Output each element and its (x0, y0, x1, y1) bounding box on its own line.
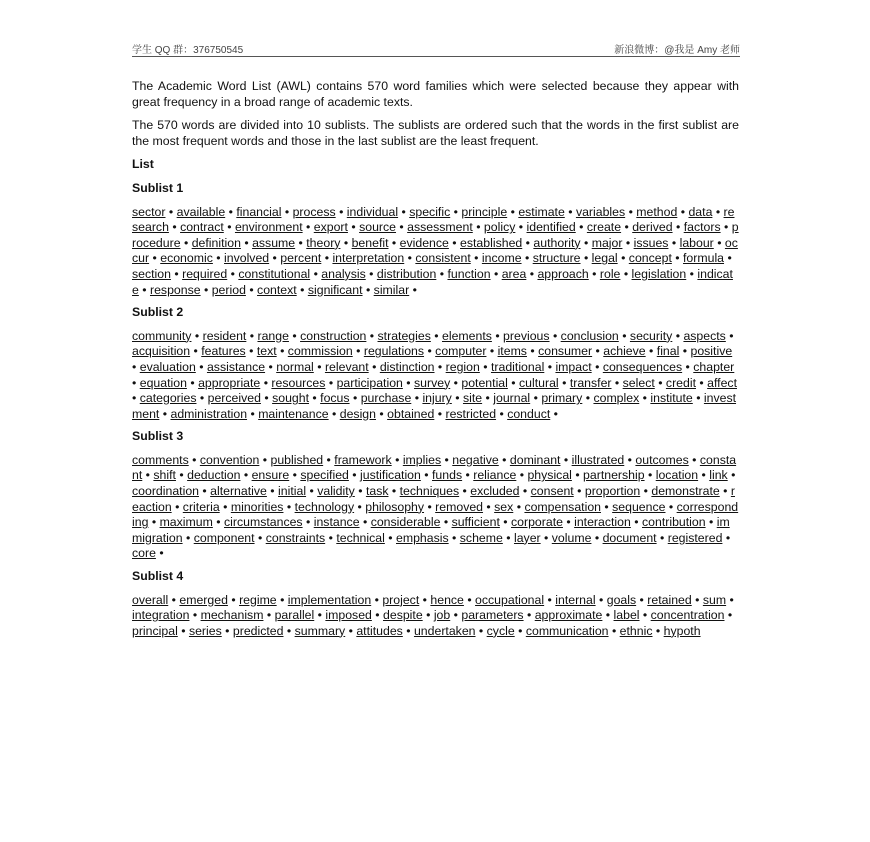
sublist-words: comments • convention • published • framework • implies • negative • dominant • illustrated • outcomes • constant • shift • deduction • ensure • specified • justification • funds • reliance • physical • partnership • location • link • coordination • alternative • initial • validity • task • techniques • excluded • consent • proportion • demonstrate • reaction • criteria • minorities • technology • philosophy • removed • sex • compensation • sequence • corresponding • maximum • circumstances • instance • considerable • sufficient • corporate • interaction • contribution • immigration • component • constraints • technical • emphasis • scheme • layer • volume • document • registered • core • (132, 452, 739, 561)
sublist-words: overall • emerged • regime • implementation • project • hence • occupational • internal • goals • retained • sum • integration • mechanism • parallel • imposed • despite • job • parameters • approximate • label • concentration • principal • series • predicted • summary • attitudes • undertaken • cycle • communication • ethnic • hypoth (132, 592, 734, 638)
word-link[interactable]: investment (132, 391, 737, 421)
word-link[interactable]: features (201, 344, 246, 359)
word-link[interactable]: process (292, 204, 336, 219)
word-link[interactable]: evidence (399, 235, 449, 250)
word-link[interactable]: interaction (574, 515, 631, 530)
word-link[interactable]: legal (591, 251, 618, 266)
word-link[interactable]: despite (383, 608, 423, 623)
word-link[interactable]: conclusion (560, 328, 619, 343)
word-link[interactable]: appropriate (198, 375, 261, 390)
word-link[interactable]: consequences (602, 359, 683, 374)
word-link[interactable]: shift (153, 468, 176, 483)
word-link[interactable]: series (188, 623, 222, 638)
word-link[interactable]: formula (683, 251, 725, 266)
word-link[interactable]: environment (234, 220, 303, 235)
word-link[interactable]: mechanism (200, 608, 264, 623)
word-link[interactable]: interpretation (332, 251, 405, 266)
word-link[interactable]: minorities (230, 499, 284, 514)
word-link[interactable]: focus (320, 391, 350, 406)
word-link[interactable]: conduct (507, 406, 551, 421)
word-link[interactable]: categories (139, 391, 197, 406)
word-link[interactable]: reliance (473, 468, 517, 483)
word-link[interactable]: validity (317, 484, 355, 499)
document-body (132, 79, 739, 646)
word-link[interactable]: regime (239, 592, 277, 607)
word-link[interactable]: emerged (179, 592, 228, 607)
word-link[interactable]: constitutional (238, 266, 311, 281)
sublist-words: sector • available • financial • process • individual • specific • principle • estimate • variables • method • data • research • contract • environment • export • source • assessment • policy • identified • create • derived • factors • procedure • definition • assume • theory • benefit • evidence • established • authority • major • issues • labour • occur • economic • involved • percent • interpretation • consistent • income • structure • legal • concept • formula • section • required • constitutional • analysis • distribution • function • area • approach • role • legislation • indicate • response • period • context • significant • similar • (132, 204, 739, 297)
word-link[interactable]: role (599, 266, 621, 281)
word-link[interactable]: corporate (511, 515, 563, 530)
word-link[interactable]: chapter (693, 359, 735, 374)
word-link[interactable]: major (591, 235, 623, 250)
word-link[interactable]: constraints (265, 530, 326, 545)
word-link[interactable]: cultural (519, 375, 559, 390)
word-link[interactable]: link (709, 468, 728, 483)
word-link[interactable]: considerable (370, 515, 441, 530)
word-link[interactable]: administration (170, 406, 248, 421)
word-link[interactable]: retained (647, 592, 692, 607)
word-link[interactable]: cycle (486, 623, 515, 638)
word-link[interactable]: justification (360, 468, 421, 483)
word-link[interactable]: equation (139, 375, 187, 390)
word-link[interactable]: consent (530, 484, 574, 499)
word-link[interactable]: impact (555, 359, 592, 374)
word-link[interactable]: immigration (132, 515, 730, 545)
word-link[interactable]: transfer (569, 375, 612, 390)
word-link[interactable]: funds (432, 468, 463, 483)
word-link[interactable]: initial (278, 484, 307, 499)
word-link[interactable]: text (256, 344, 277, 359)
word-link[interactable]: job (433, 608, 451, 623)
header-right-text: 新浪微博：@我是 Amy 老师 (614, 45, 740, 56)
word-link[interactable]: construction (300, 328, 367, 343)
word-link[interactable]: labour (679, 235, 714, 250)
word-link[interactable]: area (501, 266, 527, 281)
word-link[interactable]: principle (461, 204, 508, 219)
word-link[interactable]: journal (493, 391, 531, 406)
word-link[interactable]: indicate (132, 266, 733, 297)
word-link[interactable]: overall (132, 592, 169, 607)
word-link[interactable]: contribution (642, 515, 706, 530)
word-link[interactable]: component (193, 530, 255, 545)
word-link[interactable]: technical (336, 530, 385, 545)
word-link[interactable]: outcomes (635, 452, 689, 467)
word-link[interactable]: derived (632, 220, 673, 235)
word-link[interactable]: framework (334, 452, 392, 467)
word-link[interactable]: period (211, 282, 246, 297)
intro-paragraph: The 570 words are divided into 10 sublists. The sublists are ordered such that the words in the first sublist are the most frequent words and those in the last sublist are the least frequent. (132, 118, 739, 148)
word-link[interactable]: coordination (132, 484, 199, 499)
word-link[interactable]: commission (287, 344, 353, 359)
word-link[interactable]: goals (606, 592, 637, 607)
word-link[interactable]: resources (271, 375, 326, 390)
word-link[interactable]: contract (180, 220, 224, 235)
word-link[interactable]: response (149, 282, 201, 297)
word-link[interactable]: proportion (584, 484, 641, 499)
word-link[interactable]: scheme (459, 530, 503, 545)
word-link[interactable]: communication (525, 623, 609, 638)
word-link[interactable]: parameters (461, 608, 524, 623)
word-link[interactable]: previous (503, 328, 550, 343)
word-link[interactable]: potential (461, 375, 508, 390)
word-link[interactable]: financial (236, 204, 282, 219)
word-link[interactable]: credit (665, 375, 696, 390)
word-link[interactable]: undertaken (413, 623, 476, 638)
word-link[interactable]: distribution (376, 266, 437, 281)
word-link[interactable]: acquisition (132, 344, 191, 359)
word-link[interactable]: approach (537, 266, 589, 281)
word-link[interactable]: obtained (387, 406, 435, 421)
word-link[interactable]: assistance (206, 359, 266, 374)
word-link[interactable]: integration (132, 608, 190, 623)
word-link[interactable]: maximum (159, 515, 213, 530)
word-link[interactable]: negative (452, 452, 499, 467)
word-link[interactable]: convention (199, 452, 260, 467)
word-link[interactable]: perceived (207, 391, 261, 406)
word-link[interactable]: summary (294, 623, 346, 638)
word-link[interactable]: specified (300, 468, 349, 483)
word-link[interactable]: corresponding (132, 499, 739, 530)
word-link[interactable]: theory (306, 235, 341, 250)
word-link[interactable]: ensure (251, 468, 290, 483)
word-link[interactable]: location (655, 468, 699, 483)
word-link[interactable]: physical (527, 468, 572, 483)
word-link[interactable]: consistent (415, 251, 471, 266)
word-link[interactable]: available (176, 204, 226, 219)
word-link[interactable]: hence (430, 592, 464, 607)
word-link[interactable]: assessment (407, 220, 473, 235)
sublist-title: Sublist 2 (132, 305, 184, 320)
word-link[interactable]: published (270, 452, 324, 467)
word-link[interactable]: task (365, 484, 389, 499)
word-link[interactable]: context (257, 282, 297, 297)
word-link[interactable]: region (445, 359, 480, 374)
word-link[interactable]: project (382, 592, 420, 607)
word-link[interactable]: circumstances (224, 515, 303, 530)
word-link[interactable]: implementation (287, 592, 372, 607)
word-link[interactable]: philosophy (365, 499, 425, 514)
word-link[interactable]: method (636, 204, 678, 219)
word-link[interactable]: primary (541, 391, 583, 406)
word-link[interactable]: technology (294, 499, 355, 514)
word-link[interactable]: aspects (683, 328, 726, 343)
word-link[interactable]: data (688, 204, 713, 219)
word-link[interactable]: compensation (524, 499, 601, 514)
sublists-container (132, 181, 739, 639)
word-link[interactable]: policy (483, 220, 516, 235)
word-link[interactable]: strategies (377, 328, 431, 343)
intro-paragraph: The Academic Word List (AWL) contains 570 word families which were selected because they appear with great frequency in a broad range of academic texts. (132, 79, 739, 109)
word-link[interactable]: alternative (210, 484, 267, 499)
word-link[interactable]: concept (628, 251, 672, 266)
word-link[interactable]: regulations (363, 344, 425, 359)
word-link[interactable]: parallel (274, 608, 315, 623)
word-link[interactable]: maintenance (258, 406, 329, 421)
word-link[interactable]: computer (435, 344, 487, 359)
header-left-text: 学生 QQ 群：376750545 (132, 45, 244, 56)
page-header (132, 38, 740, 57)
word-link[interactable]: economic (160, 251, 213, 266)
word-link[interactable]: estimate (518, 204, 565, 219)
word-link[interactable]: select (622, 375, 655, 390)
word-link[interactable]: occupational (475, 592, 545, 607)
word-link[interactable]: range (257, 328, 289, 343)
word-link[interactable]: significant (307, 282, 363, 297)
word-link[interactable]: items (497, 344, 527, 359)
word-link[interactable]: similar (373, 282, 410, 297)
word-link[interactable]: final (656, 344, 680, 359)
word-link[interactable]: issues (633, 235, 669, 250)
word-link[interactable]: criteria (182, 499, 220, 514)
sublist-title: Sublist 1 (132, 180, 184, 195)
word-link[interactable]: community (132, 328, 192, 343)
word-link[interactable]: achieve (603, 344, 646, 359)
word-link[interactable]: benefit (351, 235, 389, 250)
word-link[interactable]: sector (132, 204, 166, 219)
word-link[interactable]: site (462, 391, 483, 406)
word-link[interactable]: label (613, 608, 640, 623)
word-link[interactable]: attitudes (356, 623, 403, 638)
word-link[interactable]: positive (690, 344, 733, 359)
word-link[interactable]: registered (667, 530, 723, 545)
word-link[interactable]: imposed (325, 608, 372, 623)
word-link[interactable]: individual (346, 204, 399, 219)
word-link[interactable]: source (359, 220, 397, 235)
word-link[interactable]: identified (526, 220, 576, 235)
word-link[interactable]: constant (132, 452, 737, 483)
word-link[interactable]: techniques (399, 484, 460, 499)
sublist-words: community • resident • range • construction • strategies • elements • previous • conclusion • security • aspects • acquisition • features • text • commission • regulations • computer • items • consumer • achieve • final • positive • evaluation • assistance • normal • relevant • distinction • region • traditional • impact • consequences • chapter • equation • appropriate • resources • participation • survey • potential • cultural • transfer • select • credit • affect • categories • perceived • sought • focus • purchase • injury • site • journal • primary • complex • institute • investment • administration • maintenance • design • obtained • restricted • conduct • (132, 328, 737, 421)
word-link[interactable]: resident (202, 328, 247, 343)
sublist-title: Sublist 4 (132, 569, 184, 584)
word-link[interactable]: variables (575, 204, 626, 219)
word-link[interactable]: percent (280, 251, 322, 266)
word-link[interactable]: income (481, 251, 522, 266)
word-link[interactable]: hypoth (663, 623, 701, 638)
word-link[interactable]: section (132, 266, 171, 281)
word-link[interactable]: approximate (534, 608, 603, 623)
word-link[interactable]: consumer (538, 344, 593, 359)
word-link[interactable]: occur (132, 235, 738, 266)
word-link[interactable]: institute (650, 391, 693, 406)
word-link[interactable]: distinction (379, 359, 435, 374)
word-link[interactable]: factors (683, 220, 721, 235)
word-link[interactable]: authority (533, 235, 581, 250)
word-link[interactable]: layer (513, 530, 541, 545)
word-link[interactable]: legislation (631, 266, 687, 281)
word-link[interactable]: deduction (187, 468, 241, 483)
word-link[interactable]: complex (593, 391, 640, 406)
word-link[interactable]: purchase (360, 391, 412, 406)
word-link[interactable]: dominant (509, 452, 561, 467)
sublist-title: Sublist 3 (132, 429, 184, 444)
word-link[interactable]: elements (442, 328, 492, 343)
word-link[interactable]: function (447, 266, 491, 281)
word-link[interactable]: sequence (612, 499, 666, 514)
word-link[interactable]: concentration (650, 608, 725, 623)
word-link[interactable]: export (313, 220, 348, 235)
word-link[interactable]: injury (422, 391, 452, 406)
word-link[interactable]: definition (191, 235, 241, 250)
word-link[interactable]: partnership (583, 468, 645, 483)
word-link[interactable]: relevant (324, 359, 369, 374)
word-link[interactable]: normal (276, 359, 314, 374)
list-heading: List (132, 157, 154, 172)
word-link[interactable]: emphasis (396, 530, 449, 545)
word-link[interactable]: participation (336, 375, 403, 390)
word-link[interactable]: excluded (470, 484, 520, 499)
word-link[interactable]: core (132, 546, 156, 561)
word-link[interactable]: volume (551, 530, 592, 545)
word-link[interactable]: removed (435, 499, 484, 514)
word-link[interactable]: design (339, 406, 376, 421)
word-link[interactable]: survey (414, 375, 451, 390)
word-link[interactable]: principal (132, 623, 178, 638)
word-link[interactable]: ethnic (619, 623, 653, 638)
word-link[interactable]: affect (707, 375, 737, 390)
word-link[interactable]: comments (132, 452, 189, 467)
word-link[interactable]: evaluation (139, 359, 196, 374)
word-link[interactable]: reaction (132, 484, 735, 514)
word-link[interactable]: implies (402, 452, 442, 467)
word-link[interactable]: security (629, 328, 673, 343)
word-link[interactable]: illustrated (571, 452, 625, 467)
word-link[interactable]: sought (272, 391, 310, 406)
word-link[interactable]: internal (555, 592, 596, 607)
word-link[interactable]: involved (224, 251, 270, 266)
word-link[interactable]: sum (702, 592, 727, 607)
word-link[interactable]: restricted (445, 406, 497, 421)
word-link[interactable]: analysis (321, 266, 366, 281)
word-link[interactable]: specific (409, 204, 451, 219)
word-link[interactable]: structure (532, 251, 581, 266)
word-link[interactable]: instance (313, 515, 360, 530)
word-link[interactable]: required (182, 266, 228, 281)
word-link[interactable]: sufficient (451, 515, 500, 530)
word-link[interactable]: traditional (490, 359, 545, 374)
word-link[interactable]: document (602, 530, 657, 545)
word-link[interactable]: assume (252, 235, 296, 250)
word-link[interactable]: sex (494, 499, 514, 514)
word-link[interactable]: create (586, 220, 622, 235)
word-link[interactable]: established (460, 235, 523, 250)
word-link[interactable]: research (132, 204, 735, 235)
word-link[interactable]: demonstrate (651, 484, 720, 499)
word-link[interactable]: procedure (132, 220, 739, 250)
word-link[interactable]: predicted (232, 623, 284, 638)
